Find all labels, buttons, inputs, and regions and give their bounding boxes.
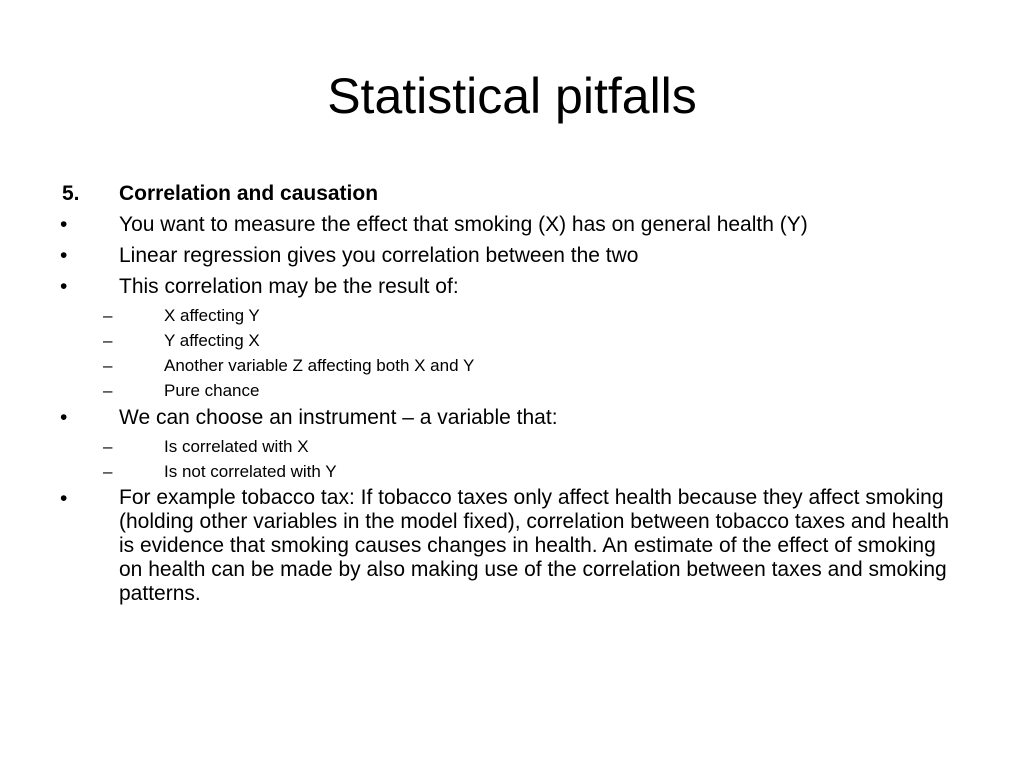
number-marker: 5. (62, 182, 80, 205)
sub-bullet-text: X affecting Y (164, 306, 260, 325)
dash-marker: – (103, 356, 113, 375)
bullet-marker: • (60, 244, 68, 267)
sub-bullet-item (0, 380, 1024, 401)
bullet-marker: • (60, 406, 68, 429)
dash-marker: – (103, 381, 113, 400)
bullet-marker: • (60, 487, 68, 510)
sub-bullet-text: Is correlated with X (164, 437, 309, 456)
sub-bullet-item (0, 305, 1024, 326)
bullet-item (0, 243, 1024, 268)
dash-marker: – (103, 462, 113, 481)
bullet-text: For example tobacco tax: If tobacco taxes only affect health because they affect smoking (holding other variables in the model fixed), correlation between tobacco taxes and health is evidence that smoking causes changes in health. An estimate of the effect of smoking on health can be made by also making use of the correlation between taxes and smoking patterns. (119, 486, 950, 605)
sub-bullet-item (0, 355, 1024, 376)
bullet-item (0, 274, 1024, 299)
bullet-marker: • (60, 275, 68, 298)
bullet-item (0, 405, 1024, 430)
sub-bullet-item (0, 330, 1024, 351)
dash-marker: – (103, 306, 113, 325)
sub-bullet-text: Y affecting X (164, 331, 260, 350)
sub-bullet-text: Pure chance (164, 381, 260, 400)
sub-bullet-item (0, 461, 1024, 482)
bullet-item (0, 486, 1024, 606)
sub-bullet-text: Is not correlated with Y (164, 462, 337, 481)
dash-marker: – (103, 437, 113, 456)
dash-marker: – (103, 331, 113, 350)
sub-bullet-item (0, 436, 1024, 457)
bullet-marker: • (60, 213, 68, 236)
bullet-text: You want to measure the effect that smoking (X) has on general health (Y) (119, 213, 808, 236)
slide-body (0, 181, 1024, 612)
numbered-heading (0, 181, 1024, 206)
sub-bullet-text: Another variable Z affecting both X and Y (164, 356, 475, 375)
bullet-text: Linear regression gives you correlation between the two (119, 244, 639, 267)
heading-text: Correlation and causation (119, 182, 379, 205)
bullet-text: This correlation may be the result of: (119, 275, 459, 298)
slide-title: Statistical pitfalls (327, 68, 697, 124)
bullet-item (0, 212, 1024, 237)
bullet-text: We can choose an instrument – a variable that: (119, 406, 558, 429)
